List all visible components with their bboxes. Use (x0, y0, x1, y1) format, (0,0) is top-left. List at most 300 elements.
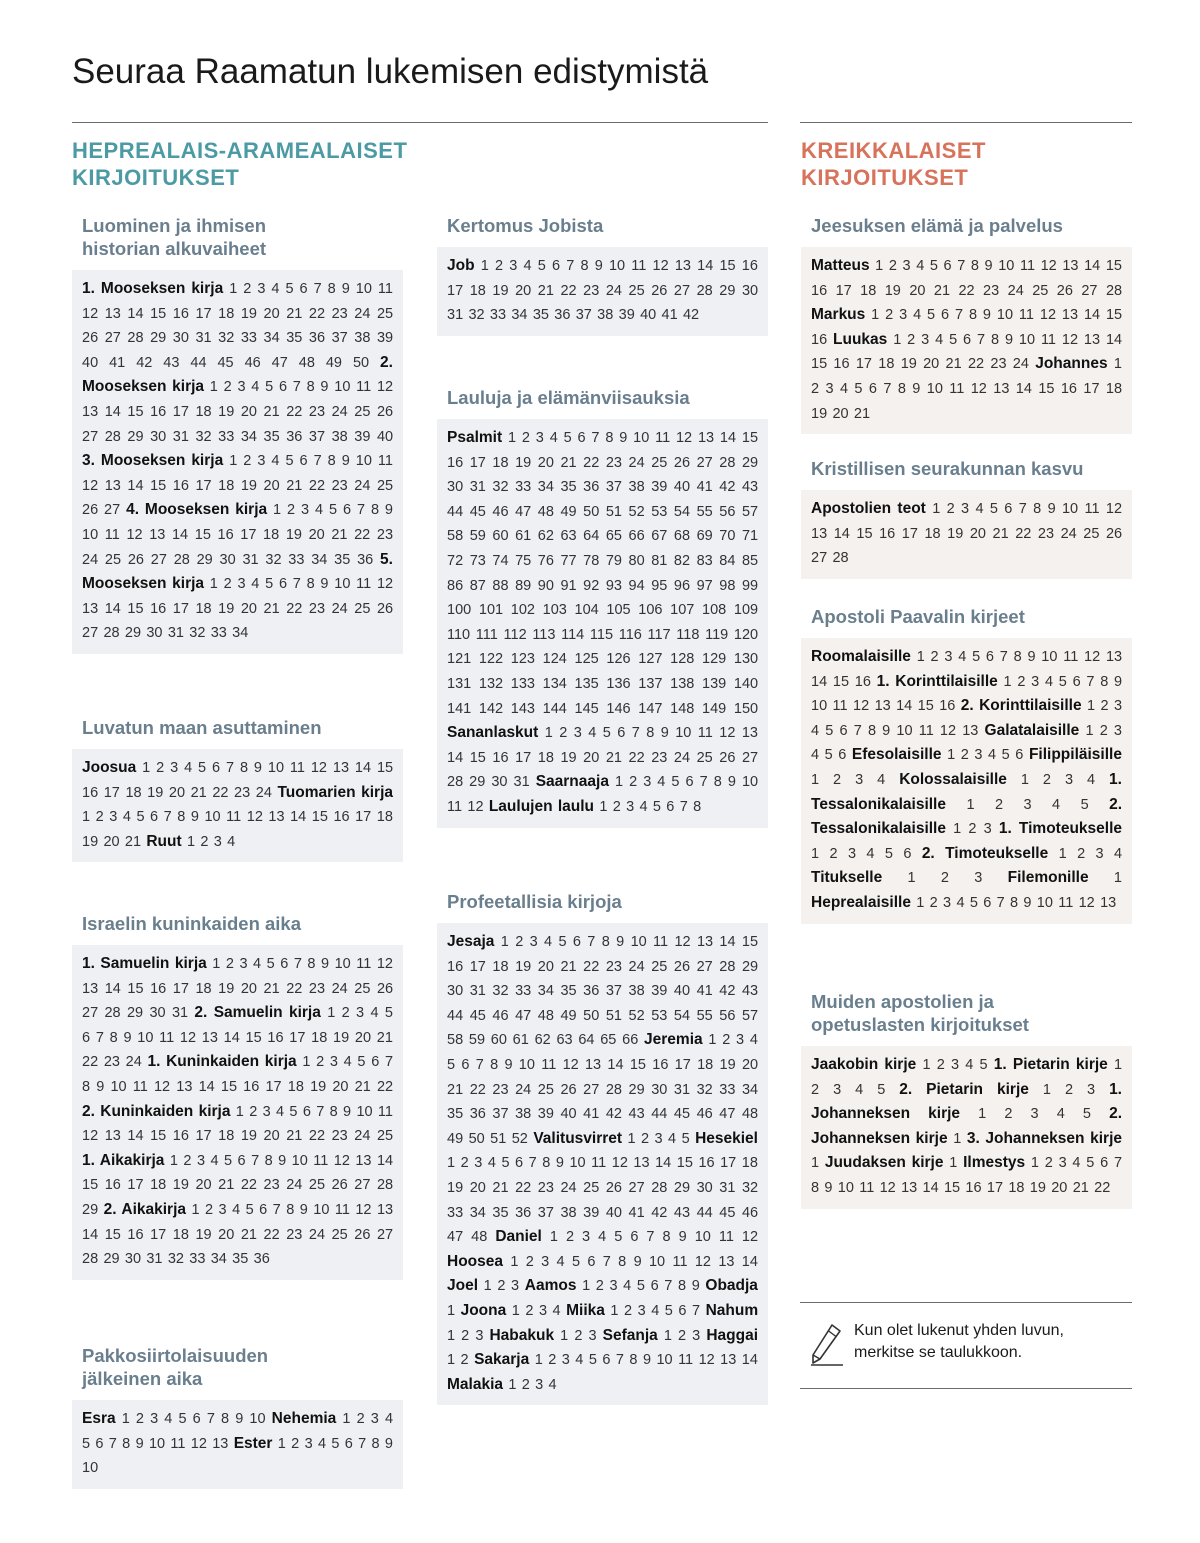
chapter-number[interactable]: 18 (195, 403, 212, 420)
chapter-number[interactable]: 6 (685, 774, 694, 791)
chapter-number[interactable]: 28 (719, 454, 736, 471)
chapter-number[interactable]: 2 (1017, 673, 1026, 690)
chapter-number[interactable]: 25 (376, 477, 394, 494)
chapter-number[interactable]: 16 (150, 600, 167, 617)
chapter-number[interactable]: 9 (633, 1253, 642, 1270)
chapter-number[interactable]: 48 (537, 1007, 554, 1024)
chapter-number[interactable]: 5 (602, 725, 611, 742)
chapter-number[interactable]: 37 (331, 330, 348, 347)
chapter-number[interactable]: 12 (376, 576, 394, 593)
chapter-number[interactable]: 19 (560, 749, 577, 766)
chapter-number[interactable]: 86 (447, 577, 464, 594)
chapter-number[interactable]: 143 (510, 700, 535, 717)
chapter-number[interactable]: 3 (535, 1376, 544, 1393)
chapter-number[interactable]: 10 (267, 760, 285, 776)
chapter-number[interactable]: 12 (1040, 258, 1057, 274)
chapter-number[interactable]: 5 (266, 956, 275, 972)
chapter-number[interactable]: 8 (629, 1352, 638, 1369)
chapter-number[interactable]: 8 (371, 1435, 380, 1452)
chapter-number[interactable]: 6 (237, 1152, 246, 1169)
chapter-number[interactable]: 44 (190, 354, 207, 371)
chapter-number[interactable]: 32 (265, 551, 282, 568)
chapter-number[interactable]: 19 (195, 1226, 212, 1243)
chapter-number[interactable]: 22 (515, 1179, 532, 1196)
chapter-number[interactable]: 4 (210, 1152, 219, 1169)
chapter-number[interactable]: 25 (354, 600, 371, 617)
chapter-number[interactable]: 7 (591, 430, 600, 446)
chapter-number[interactable]: 1 (953, 1130, 962, 1147)
chapter-number[interactable]: 7 (957, 258, 966, 274)
chapter-number[interactable]: 99 (741, 577, 759, 594)
chapter-number[interactable]: 27 (1081, 282, 1098, 299)
chapter-number[interactable]: 40 (82, 354, 99, 371)
chapter-number[interactable]: 23 (583, 282, 600, 299)
chapter-number[interactable]: 9 (299, 1201, 308, 1218)
chapter-number[interactable]: 12 (179, 1029, 197, 1046)
chapter-number[interactable]: 4 (749, 1032, 758, 1049)
chapter-number[interactable]: 30 (124, 1251, 142, 1268)
chapter-number[interactable]: 2 (565, 1229, 575, 1246)
chapter-number[interactable]: 11 (541, 1056, 557, 1073)
chapter-number[interactable]: 97 (696, 577, 713, 594)
chapter-number[interactable]: 5 (949, 331, 958, 348)
chapter-number[interactable]: 21 (560, 958, 577, 975)
chapter-number[interactable]: 5 (969, 894, 978, 911)
chapter-number[interactable]: 1 (871, 307, 880, 324)
chapter-number[interactable]: 5 (824, 747, 833, 764)
chapter-number[interactable]: 4 (544, 934, 553, 950)
chapter-number[interactable]: 10 (334, 379, 351, 396)
chapter-number[interactable]: 111 (475, 626, 498, 643)
chapter-number[interactable]: 54 (673, 1007, 691, 1024)
chapter-number[interactable]: 11 (377, 281, 393, 297)
chapter-number[interactable]: 144 (542, 700, 567, 717)
chapter-number[interactable]: 10 (334, 576, 351, 593)
chapter-number[interactable]: 35 (334, 551, 351, 568)
chapter-number[interactable]: 2 (930, 649, 939, 665)
chapter-number[interactable]: 26 (673, 454, 691, 471)
chapter-number[interactable]: 1 (480, 258, 489, 274)
chapter-number[interactable]: 8 (306, 576, 315, 593)
chapter-number[interactable]: 3 (257, 281, 266, 297)
chapter-number[interactable]: 19 (172, 1177, 189, 1194)
chapter-number[interactable]: 21 (354, 1078, 371, 1095)
chapter-number[interactable]: 11 (1058, 894, 1074, 911)
chapter-number[interactable]: 2 (888, 258, 897, 274)
chapter-number[interactable]: 69 (696, 528, 713, 545)
chapter-number[interactable]: 26 (673, 958, 691, 975)
chapter-number[interactable]: 15 (82, 1177, 99, 1194)
chapter-number[interactable]: 1 (235, 1103, 244, 1120)
chapter-number[interactable]: 50 (583, 503, 600, 520)
chapter-number[interactable]: 21 (560, 454, 577, 471)
chapter-number[interactable]: 5 (328, 502, 338, 519)
chapter-number[interactable]: 31 (172, 428, 189, 445)
chapter-number[interactable]: 29 (127, 428, 144, 445)
chapter-number[interactable]: 120 (733, 626, 759, 643)
chapter-number[interactable]: 11 (672, 1253, 688, 1270)
chapter-number[interactable]: 59 (469, 528, 486, 545)
chapter-number[interactable]: 10 (313, 1201, 330, 1218)
chapter-number[interactable]: 6 (278, 576, 288, 593)
chapter-number[interactable]: 33 (447, 1204, 464, 1221)
chapter-number[interactable]: 8 (82, 1078, 91, 1095)
chapter-number[interactable]: 27 (150, 551, 167, 568)
chapter-number[interactable]: 50 (468, 1130, 485, 1147)
chapter-number[interactable]: 21 (537, 282, 554, 299)
chapter-number[interactable]: 15 (104, 1226, 121, 1243)
chapter-number[interactable]: 22 (583, 958, 600, 975)
chapter-number[interactable]: 8 (1013, 649, 1022, 665)
chapter-number[interactable]: 81 (651, 552, 668, 569)
chapter-number[interactable]: 15 (245, 1029, 262, 1046)
chapter-number[interactable]: 1 (209, 379, 218, 396)
chapter-number[interactable]: 5 (384, 1005, 393, 1022)
chapter-number[interactable]: 49 (560, 503, 577, 520)
chapter-number[interactable]: 66 (628, 528, 645, 545)
chapter-number[interactable]: 17 (515, 749, 532, 766)
chapter-number[interactable]: 24 (354, 305, 371, 322)
chapter-number[interactable]: 22 (967, 356, 985, 373)
chapter-number[interactable]: 18 (697, 1056, 714, 1073)
chapter-number[interactable]: 29 (719, 282, 736, 299)
chapter-number[interactable]: 2 (291, 1435, 300, 1452)
chapter-number[interactable]: 15 (1038, 380, 1055, 397)
chapter-number[interactable]: 133 (510, 675, 535, 692)
chapter-number[interactable]: 34 (240, 428, 257, 445)
chapter-number[interactable]: 3 (609, 1278, 618, 1295)
chapter-number[interactable]: 19 (900, 356, 917, 373)
chapter-number[interactable]: 22 (354, 526, 371, 543)
chapter-number[interactable]: 1 (447, 1327, 456, 1344)
chapter-number[interactable]: 4 (965, 1057, 974, 1073)
chapter-number[interactable]: 3 (921, 331, 930, 348)
chapter-number[interactable]: 20 (263, 1128, 280, 1145)
chapter-number[interactable]: 1 (500, 934, 509, 950)
chapter-number[interactable]: 45 (469, 503, 486, 520)
chapter-number[interactable]: 2 (1004, 1106, 1013, 1123)
chapter-number[interactable]: 48 (298, 354, 315, 371)
chapter-number[interactable]: 9 (343, 1103, 352, 1120)
chapter-number[interactable]: 9 (278, 1152, 287, 1169)
chapter-number[interactable]: 22 (308, 477, 326, 494)
chapter-number[interactable]: 15 (311, 809, 328, 826)
chapter-number[interactable]: 6 (630, 1229, 639, 1246)
chapter-number[interactable]: 12 (879, 1179, 896, 1196)
chapter-number[interactable]: 61 (512, 1032, 529, 1049)
chapter-number[interactable]: 26 (354, 1226, 371, 1243)
chapter-number[interactable]: 15 (220, 1078, 238, 1095)
chapter-number[interactable]: 20 (240, 403, 257, 420)
chapter-number[interactable]: 9 (1023, 894, 1032, 911)
chapter-number[interactable]: 70 (719, 528, 736, 545)
chapter-number[interactable]: 6 (1004, 501, 1013, 517)
chapter-number[interactable]: 30 (491, 774, 508, 791)
chapter-number[interactable]: 36 (253, 1251, 270, 1268)
chapter-number[interactable]: 49 (325, 354, 342, 371)
chapter-number[interactable]: 6 (943, 258, 952, 274)
chapter-number[interactable]: 4 (552, 1302, 561, 1319)
chapter-number[interactable]: 29 (741, 958, 759, 975)
chapter-number[interactable]: 20 (583, 749, 600, 766)
chapter-number[interactable]: 6 (551, 258, 561, 274)
chapter-number[interactable]: 6 (95, 1435, 104, 1452)
chapter-number[interactable]: 1 (273, 502, 282, 519)
chapter-number[interactable]: 21 (992, 525, 1009, 542)
chapter-number[interactable]: 37 (537, 1204, 554, 1221)
chapter-number[interactable]: 25 (376, 305, 394, 322)
chapter-number[interactable]: 18 (287, 1078, 304, 1095)
chapter-number[interactable]: 3 (213, 833, 222, 850)
chapter-number[interactable]: 30 (150, 428, 167, 445)
chapter-number[interactable]: 3 (1023, 796, 1032, 813)
chapter-number[interactable]: 13 (149, 526, 166, 543)
chapter-number[interactable]: 16 (879, 525, 896, 542)
chapter-number[interactable]: 29 (103, 1251, 120, 1268)
chapter-number[interactable]: 11 (631, 258, 647, 274)
chapter-number[interactable]: 5 (265, 576, 274, 593)
chapter-number[interactable]: 19 (240, 305, 257, 322)
chapter-number[interactable]: 8 (329, 1103, 338, 1120)
chapter-number[interactable]: 7 (475, 1056, 484, 1073)
chapter-number[interactable]: 24 (354, 1128, 371, 1145)
chapter-number[interactable]: 10 (204, 809, 221, 826)
chapter-number[interactable]: 27 (696, 958, 713, 975)
chapter-number[interactable]: 3 (983, 821, 992, 838)
chapter-number[interactable]: 6 (302, 1103, 311, 1120)
chapter-number[interactable]: 23 (331, 477, 348, 494)
chapter-number[interactable]: 3 (1058, 1155, 1067, 1172)
chapter-number[interactable]: 2 (960, 747, 969, 764)
chapter-number[interactable]: 26 (651, 282, 668, 299)
chapter-number[interactable]: 10 (1036, 894, 1053, 911)
chapter-number[interactable]: 5 (664, 1302, 673, 1319)
chapter-number[interactable]: 18 (311, 1029, 328, 1046)
chapter-number[interactable]: 14 (171, 526, 189, 543)
chapter-number[interactable]: 45 (719, 1204, 736, 1221)
chapter-number[interactable]: 8 (542, 1155, 551, 1172)
chapter-number[interactable]: 19 (947, 525, 964, 542)
chapter-number[interactable]: 24 (628, 958, 645, 975)
chapter-number[interactable]: 31 (469, 479, 486, 496)
chapter-number[interactable]: 8 (109, 1029, 118, 1046)
chapter-number[interactable]: 38 (628, 983, 645, 1000)
chapter-number[interactable]: 21 (933, 282, 951, 299)
chapter-number[interactable]: 1 (229, 281, 238, 297)
chapter-number[interactable]: 33 (240, 330, 257, 347)
chapter-number[interactable]: 23 (103, 1054, 120, 1071)
chapter-number[interactable]: 3 (974, 870, 983, 887)
chapter-number[interactable]: 2 (811, 1081, 820, 1098)
chapter-number[interactable]: 4 (855, 1081, 864, 1098)
chapter-number[interactable]: 17 (355, 809, 372, 826)
chapter-number[interactable]: 149 (702, 700, 727, 717)
chapter-number[interactable]: 10 (356, 1103, 373, 1120)
chapter-number[interactable]: 17 (265, 1078, 282, 1095)
chapter-number[interactable]: 10 (291, 1152, 308, 1169)
chapter-number[interactable]: 1 (511, 1302, 520, 1319)
chapter-number[interactable]: 7 (615, 1352, 624, 1369)
chapter-number[interactable]: 7 (206, 1411, 215, 1427)
chapter-number[interactable]: 38 (331, 428, 348, 445)
chapter-number[interactable]: 17 (172, 600, 189, 617)
chapter-number[interactable]: 7 (292, 576, 301, 593)
chapter-number[interactable]: 1 (627, 1130, 636, 1147)
chapter-number[interactable]: 23 (537, 1179, 554, 1196)
chapter-number[interactable]: 32 (741, 1179, 759, 1196)
chapter-number[interactable]: 18 (537, 749, 554, 766)
chapter-number[interactable]: 36 (308, 330, 326, 347)
chapter-number[interactable]: 4 (1056, 1106, 1065, 1123)
chapter-number[interactable]: 13 (212, 1435, 229, 1452)
chapter-number[interactable]: 7 (602, 1253, 611, 1270)
chapter-number[interactable]: 6 (650, 1278, 659, 1295)
chapter-number[interactable]: 4 (866, 845, 875, 862)
chapter-number[interactable]: 1 (893, 331, 902, 348)
chapter-number[interactable]: 4 (1044, 673, 1054, 690)
chapter-number[interactable]: 7 (664, 1278, 673, 1295)
chapter-number[interactable]: 15 (856, 525, 873, 542)
chapter-number[interactable]: 34 (741, 1081, 759, 1098)
chapter-number[interactable]: 7 (316, 1103, 325, 1120)
chapter-number[interactable]: 31 (146, 1251, 163, 1268)
chapter-number[interactable]: 18 (1008, 1179, 1025, 1196)
chapter-number[interactable]: 26 (127, 551, 144, 568)
chapter-number[interactable]: 8 (286, 1201, 295, 1218)
chapter-number[interactable]: 24 (515, 1081, 532, 1098)
chapter-number[interactable]: 13 (674, 258, 691, 274)
chapter-number[interactable]: 34 (232, 625, 249, 642)
chapter-number[interactable]: 3 (262, 1103, 271, 1120)
chapter-number[interactable]: 128 (670, 651, 695, 668)
chapter-number[interactable]: 1 (447, 1352, 456, 1369)
chapter-number[interactable]: 4 (549, 430, 558, 446)
chapter-number[interactable]: 18 (878, 356, 895, 373)
chapter-number[interactable]: 5 (652, 798, 661, 815)
chapter-number[interactable]: 3 (170, 760, 179, 776)
chapter-number[interactable]: 29 (126, 1005, 144, 1022)
chapter-number[interactable]: 1 (342, 1411, 351, 1427)
chapter-number[interactable]: 18 (263, 526, 280, 543)
chapter-number[interactable]: 28 (103, 625, 120, 642)
chapter-number[interactable]: 3 (237, 379, 246, 396)
chapter-number[interactable]: 5 (929, 258, 938, 274)
chapter-number[interactable]: 25 (537, 1081, 554, 1098)
chapter-number[interactable]: 14 (127, 305, 144, 322)
chapter-number[interactable]: 28 (719, 958, 736, 975)
chapter-number[interactable]: 29 (741, 454, 759, 471)
chapter-number[interactable]: 43 (741, 983, 759, 1000)
chapter-number[interactable]: 2 (356, 1411, 365, 1427)
chapter-number[interactable]: 6 (983, 894, 992, 911)
chapter-number[interactable]: 16 (492, 749, 509, 766)
chapter-number[interactable]: 1 (875, 258, 884, 274)
chapter-number[interactable]: 5 (198, 760, 207, 776)
chapter-number[interactable]: 42 (651, 1204, 668, 1221)
chapter-number[interactable]: 14 (223, 1029, 240, 1046)
chapter-number[interactable]: 115 (589, 626, 614, 643)
chapter-number[interactable]: 15 (127, 980, 144, 997)
chapter-number[interactable]: 76 (537, 552, 554, 569)
chapter-number[interactable]: 48 (537, 503, 554, 520)
chapter-number[interactable]: 16 (217, 526, 234, 543)
chapter-number[interactable]: 4 (1052, 796, 1061, 813)
chapter-number[interactable]: 1 (953, 821, 962, 838)
chapter-number[interactable]: 17 (901, 525, 918, 542)
chapter-number[interactable]: 28 (104, 1005, 121, 1022)
chapter-number[interactable]: 42 (719, 479, 736, 496)
chapter-number[interactable]: 17 (195, 477, 212, 494)
chapter-number[interactable]: 61 (515, 528, 532, 545)
chapter-number[interactable]: 4 (384, 1411, 394, 1427)
chapter-number[interactable]: 7 (1018, 501, 1027, 517)
chapter-number[interactable]: 22 (240, 1177, 257, 1194)
chapter-number[interactable]: 40 (560, 1106, 577, 1123)
chapter-number[interactable]: 5 (558, 934, 567, 950)
chapter-number[interactable]: 5 (178, 1411, 187, 1427)
chapter-number[interactable]: 1 (1086, 698, 1096, 715)
chapter-number[interactable]: 2 (722, 1032, 731, 1049)
chapter-number[interactable]: 23 (308, 980, 326, 997)
chapter-number[interactable]: 28 (82, 1251, 99, 1268)
chapter-number[interactable]: 71 (741, 528, 759, 545)
chapter-number[interactable]: 1 (534, 1352, 543, 1369)
chapter-number[interactable]: 21 (945, 356, 962, 373)
chapter-number[interactable]: 13 (962, 722, 979, 739)
chapter-number[interactable]: 20 (741, 1056, 759, 1073)
chapter-number[interactable]: 44 (696, 1204, 713, 1221)
chapter-number[interactable]: 5 (245, 1201, 254, 1218)
chapter-number[interactable]: 22 (583, 454, 600, 471)
chapter-number[interactable]: 17 (720, 1155, 737, 1172)
chapter-number[interactable]: 129 (702, 651, 727, 668)
chapter-number[interactable]: 1 (811, 771, 820, 788)
chapter-number[interactable]: 2 (525, 1253, 534, 1270)
chapter-number[interactable]: 24 (560, 1179, 577, 1196)
chapter-number[interactable]: 4 (956, 894, 965, 911)
chapter-number[interactable]: 121 (447, 651, 472, 668)
chapter-number[interactable]: 51 (490, 1130, 507, 1147)
chapter-number[interactable]: 13 (104, 1128, 121, 1145)
chapter-number[interactable]: 150 (733, 700, 759, 717)
chapter-number[interactable]: 31 (469, 983, 486, 1000)
chapter-number[interactable]: 12 (1039, 307, 1057, 324)
chapter-number[interactable]: 1 (811, 845, 820, 862)
chapter-number[interactable]: 57 (741, 1007, 759, 1024)
chapter-number[interactable]: 46 (244, 354, 261, 371)
chapter-number[interactable]: 1 (507, 430, 517, 446)
chapter-number[interactable]: 35 (286, 330, 303, 347)
chapter-number[interactable]: 14 (82, 1226, 99, 1243)
chapter-number[interactable]: 31 (673, 1081, 691, 1098)
chapter-number[interactable]: 2 (515, 934, 524, 950)
chapter-number[interactable]: 10 (137, 1029, 154, 1046)
chapter-number[interactable]: 46 (741, 1204, 759, 1221)
chapter-number[interactable]: 32 (195, 428, 212, 445)
chapter-number[interactable]: 107 (670, 602, 695, 619)
chapter-number[interactable]: 12 (694, 1253, 711, 1270)
chapter-number[interactable]: 3 (950, 1057, 960, 1073)
chapter-number[interactable]: 16 (939, 698, 956, 715)
chapter-number[interactable]: 4 (975, 501, 984, 517)
chapter-number[interactable]: 56 (719, 503, 736, 520)
chapter-number[interactable]: 9 (321, 956, 330, 972)
chapter-number[interactable]: 94 (628, 577, 645, 594)
chapter-number[interactable]: 1 (544, 725, 553, 742)
chapter-number[interactable]: 7 (566, 258, 575, 274)
chapter-number[interactable]: 2 (885, 307, 894, 324)
chapter-number[interactable]: 95 (651, 577, 668, 594)
